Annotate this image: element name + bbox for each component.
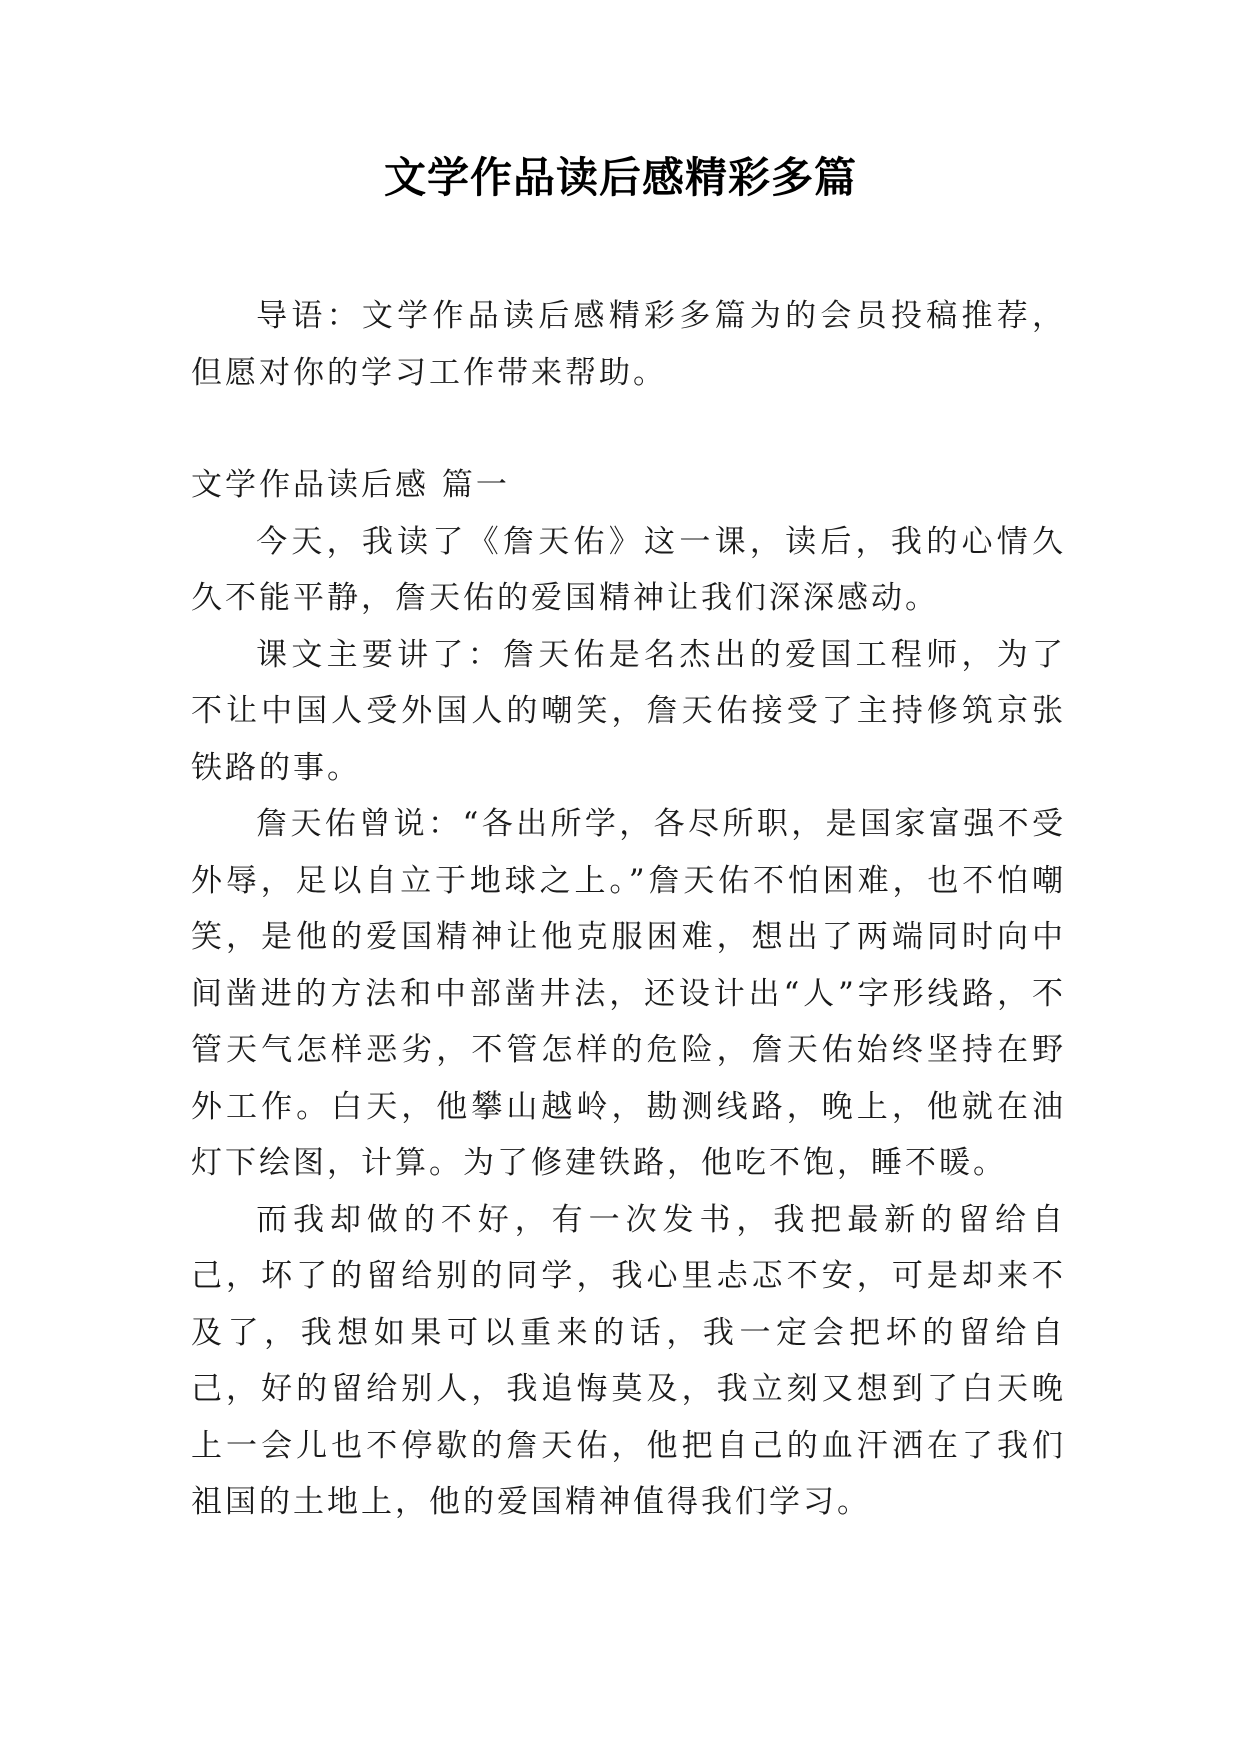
body-paragraph: 今天，我读了《詹天佑》这一课，读后，我的心情久久不能平静，詹天佑的爱国精神让我们深深感动。 (191, 523, 1066, 616)
intro-paragraph: 导语：文学作品读后感精彩多篇为的会员投稿推荐，但愿对你的学习工作带来帮助。 (191, 298, 1066, 391)
body-paragraph: 詹天佑曾说：“各出所学，各尽所职，是国家富强不受外辱，足以自立于地球之上。”詹天佑不怕困难，也不怕嘲笑，是他的爱国精神让他克服困难，想出了两端同时向中间凿进的方法和中部凿井法，还设计出“人”字形线路，不管天气怎样恶劣，不管怎样的危险，詹天佑始终坚持在野外工作。白天，他攀山越岭，勘测线路，晚上，他就在油灯下绘图，计算。为了修建铁路，他吃不饱，睡不暖。 (191, 806, 1066, 1181)
section-heading: 文学作品读后感 篇一 (191, 467, 510, 503)
body-paragraph: 课文主要讲了：詹天佑是名杰出的爱国工程师，为了不让中国人受外国人的嘲笑，詹天佑接受了主持修筑京张铁路的事。 (191, 636, 1066, 786)
body-paragraph: 而我却做的不好，有一次发书，我把最新的留给自己，坏了的留给别的同学，我心里忐忑不安，可是却来不及了，我想如果可以重来的话，我一定会把坏的留给自己，好的留给别人，我追悔莫及，我立刻又想到了白天晚上一会儿也不停歇的詹天佑，他把自己的血汗洒在了我们祖国的土地上，他的爱国精神值得我们学习。 (191, 1201, 1066, 1520)
document-title: 文学作品读后感精彩多篇 (383, 153, 857, 202)
document-body (191, 288, 1066, 1531)
